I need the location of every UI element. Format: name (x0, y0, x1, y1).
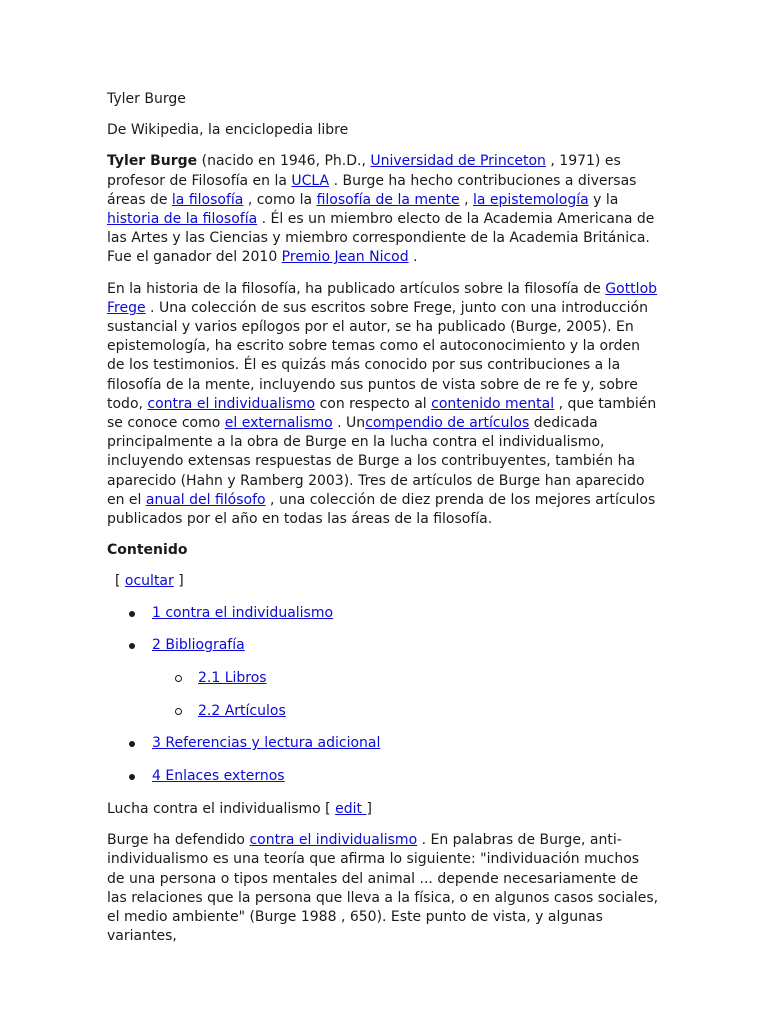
body-text: , que también se conoce como (107, 395, 657, 432)
link-compendio-articulos[interactable]: compendio de artículos (365, 415, 530, 432)
link-ucla[interactable]: UCLA (291, 172, 330, 189)
toc-link-articulos[interactable]: 2.2 Artículos (198, 702, 286, 719)
link-contra-individualismo[interactable]: contra el individualismo (147, 395, 316, 412)
section-heading (107, 800, 659, 819)
toc-list (107, 604, 659, 787)
toc-link-bibliografia[interactable]: 2 Bibliografía (152, 637, 245, 654)
intro-text: . (408, 249, 418, 266)
link-anual-filosofo[interactable]: anual del filósofo (145, 491, 266, 508)
section-bracket: ] (366, 800, 372, 817)
toc-title: Contenido (107, 542, 188, 559)
toc-link-libros[interactable]: 2.1 Libros (198, 670, 267, 687)
intro-text: y la (588, 191, 619, 208)
link-contenido-mental[interactable]: contenido mental (431, 395, 555, 412)
link-filosofia-mente[interactable]: filosofía de la mente (316, 191, 460, 208)
intro-paragraph (107, 152, 659, 267)
toc-toggle (115, 572, 659, 591)
section-heading-text: Lucha contra el individualismo [ (107, 800, 336, 817)
body-text: con respecto al (315, 395, 432, 412)
link-princeton[interactable]: Universidad de Princeton (370, 153, 546, 170)
toc-subitem (107, 702, 659, 721)
body-text: . Un (332, 415, 366, 432)
body-text: , una colección de diez prenda de los mejores artículos publicados por el año en todas las áreas de la filosofía. (107, 491, 656, 528)
body-text: . Una colección de sus escritos sobre Frege, junto con una introducción sustancial y varios epílogos por el autor, se ha publicado (Burge, 2005). En epistemología, ha escrito sobre temas como el autoconocimiento y la orden de los testimonios. Él es quizás más conocido por sus contribuciones a la filosofía de la mente, incluyendo sus puntos de vista sobre de re fe y, sobre todo, (107, 299, 648, 412)
body-text: En la historia de la filosofía, ha publicado artículos sobre la filosofía de (107, 280, 606, 297)
link-premio-jean-nicod[interactable]: Premio Jean Nicod (281, 249, 409, 266)
body-paragraph (107, 831, 659, 946)
intro-text: (nacido en 1946, Ph.D., (197, 153, 371, 170)
toc-link-referencias[interactable]: 3 Referencias y lectura adicional (152, 735, 381, 752)
article-page (107, 90, 659, 958)
body-paragraph (107, 280, 659, 530)
link-filosofia[interactable]: la filosofía (171, 191, 244, 208)
toc-item (107, 767, 659, 786)
toc-link-enlaces-externos[interactable]: 4 Enlaces externos (152, 768, 285, 785)
toc-item (107, 604, 659, 623)
link-externalismo[interactable]: el externalismo (224, 415, 333, 432)
toc-hide-link[interactable]: ocultar (124, 573, 174, 590)
body-text: . En palabras de Burge, anti-individualismo es una teoría que afirma lo siguiente: "individuación muchos de una persona o tipos mentales del animal ... depende necesariamente de las relaciones que la persona que lleva a la física, o en algunos casos sociales, el medio ambiente" (Burge 1988 , 650). Este punto de vista, y algunas variantes, (107, 832, 659, 945)
table-of-contents (107, 541, 659, 786)
article-title: Tyler Burge (107, 91, 186, 107)
section-edit-link[interactable]: edit (335, 800, 367, 817)
subject-name: Tyler Burge (107, 153, 198, 170)
intro-text: . Burge ha hecho contribuciones a diversas áreas de (107, 172, 637, 208)
toc-subitem (107, 669, 659, 688)
toc-bracket: [ (115, 573, 125, 590)
toc-link-contra-individualismo[interactable]: 1 contra el individualismo (152, 604, 334, 621)
toc-bracket: ] (173, 573, 184, 590)
body-text: Burge ha defendido (107, 832, 250, 849)
body-text: dedicada principalmente a la obra de Burge en la lucha contra el individualismo, incluyendo extensas respuestas de Burge a los contribuyentes, también ha aparecido (Hahn y Ramberg 2003). Tres de artículos de Burge han aparecido en el (107, 415, 645, 508)
toc-item (107, 734, 659, 753)
intro-text: , como la (243, 191, 317, 208)
intro-text: , (459, 191, 473, 208)
link-historia-filosofia[interactable]: historia de la filosofía (107, 211, 258, 228)
intro-text: , 1971) es profesor de Filosofía en la (107, 153, 621, 189)
link-gottlob-frege[interactable]: Gottlob Frege (107, 280, 658, 316)
link-contra-individualismo-2[interactable]: contra el individualismo (249, 832, 418, 849)
link-epistemologia[interactable]: la epistemología (473, 191, 589, 208)
article-subtitle: De Wikipedia, la enciclopedia libre (107, 122, 349, 139)
intro-text: . Él es un miembro electo de la Academia Americana de las Artes y las Ciencias y miembro correspondiente de la Academia Británica. Fue el ganador del 2010 (107, 211, 655, 266)
toc-item (107, 636, 659, 655)
